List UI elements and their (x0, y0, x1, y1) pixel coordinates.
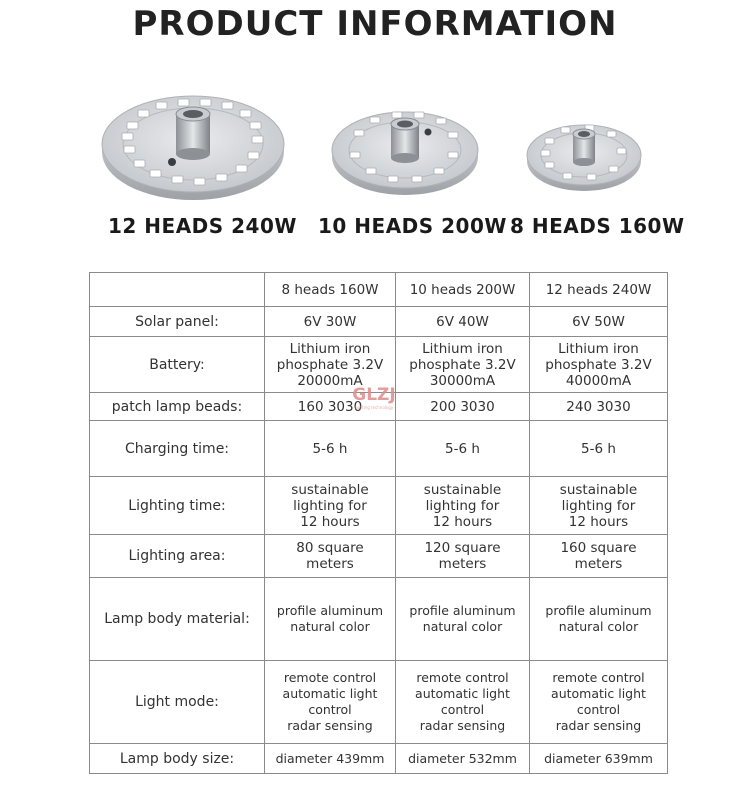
table-cell: profile aluminum natural color (396, 578, 530, 661)
caption-12-heads: 12 HEADS 240W (108, 214, 297, 238)
table-cell: 5-6 h (396, 421, 530, 477)
header-cell-12-heads: 12 heads 240W (530, 273, 668, 307)
table-cell: diameter 532mm (396, 744, 530, 774)
table-cell: sustainable lighting for 12 hours (265, 477, 396, 535)
table-cell: 240 3030 (530, 393, 668, 421)
lamp-image-8-heads (525, 116, 643, 194)
table-header-row (90, 273, 668, 307)
table-cell: remote control automatic light control radar sensing (396, 661, 530, 744)
header-cell-10-heads: 10 heads 200W (396, 273, 530, 307)
caption-8-heads: 8 HEADS 160W (510, 214, 685, 238)
table-cell: remote control automatic light control radar sensing (530, 661, 668, 744)
table-row (90, 477, 668, 535)
row-label: Lamp body material: (90, 578, 265, 661)
table-cell: sustainable lighting for 12 hours (530, 477, 668, 535)
table-cell: Lithium iron phosphate 3.2V 40000mA (530, 337, 668, 393)
table-cell: diameter 639mm (530, 744, 668, 774)
table-cell: profile aluminum natural color (265, 578, 396, 661)
table-row (90, 744, 668, 774)
table-cell: 160 3030 (265, 393, 396, 421)
table-cell: remote control automatic light control radar sensing (265, 661, 396, 744)
table-cell: 6V 40W (396, 307, 530, 337)
table-cell: diameter 439mm (265, 744, 396, 774)
row-label: Lighting time: (90, 477, 265, 535)
lamp-image-10-heads (330, 102, 480, 198)
table-row (90, 393, 668, 421)
row-label: patch lamp beads: (90, 393, 265, 421)
table-cell: 5-6 h (265, 421, 396, 477)
table-cell: 80 square meters (265, 535, 396, 578)
header-cell-empty (90, 273, 265, 307)
caption-10-heads: 10 HEADS 200W (318, 214, 507, 238)
row-label: Charging time: (90, 421, 265, 477)
table-cell: Lithium iron phosphate 3.2V 20000mA (265, 337, 396, 393)
table-cell: sustainable lighting for 12 hours (396, 477, 530, 535)
page-title: PRODUCT INFORMATION (132, 4, 618, 44)
table-cell: Lithium iron phosphate 3.2V 30000mA (396, 337, 530, 393)
table-row (90, 337, 668, 393)
table-row (90, 307, 668, 337)
table-row (90, 421, 668, 477)
row-label: Lamp body size: (90, 744, 265, 774)
table-cell: 120 square meters (396, 535, 530, 578)
spec-table (89, 272, 668, 774)
table-cell: 160 square meters (530, 535, 668, 578)
table-cell: 200 3030 (396, 393, 530, 421)
watermark-logo: GLZJ lighting technology (352, 385, 396, 410)
table-row (90, 535, 668, 578)
header-cell-8-heads: 8 heads 160W (265, 273, 396, 307)
table-cell: 6V 50W (530, 307, 668, 337)
table-row (90, 578, 668, 661)
table-cell: profile aluminum natural color (530, 578, 668, 661)
row-label: Solar panel: (90, 307, 265, 337)
table-row (90, 661, 668, 744)
row-label: Battery: (90, 337, 265, 393)
lamp-image-12-heads (100, 86, 286, 202)
row-label: Lighting area: (90, 535, 265, 578)
row-label: Light mode: (90, 661, 265, 744)
table-cell: 5-6 h (530, 421, 668, 477)
table-cell: 6V 30W (265, 307, 396, 337)
